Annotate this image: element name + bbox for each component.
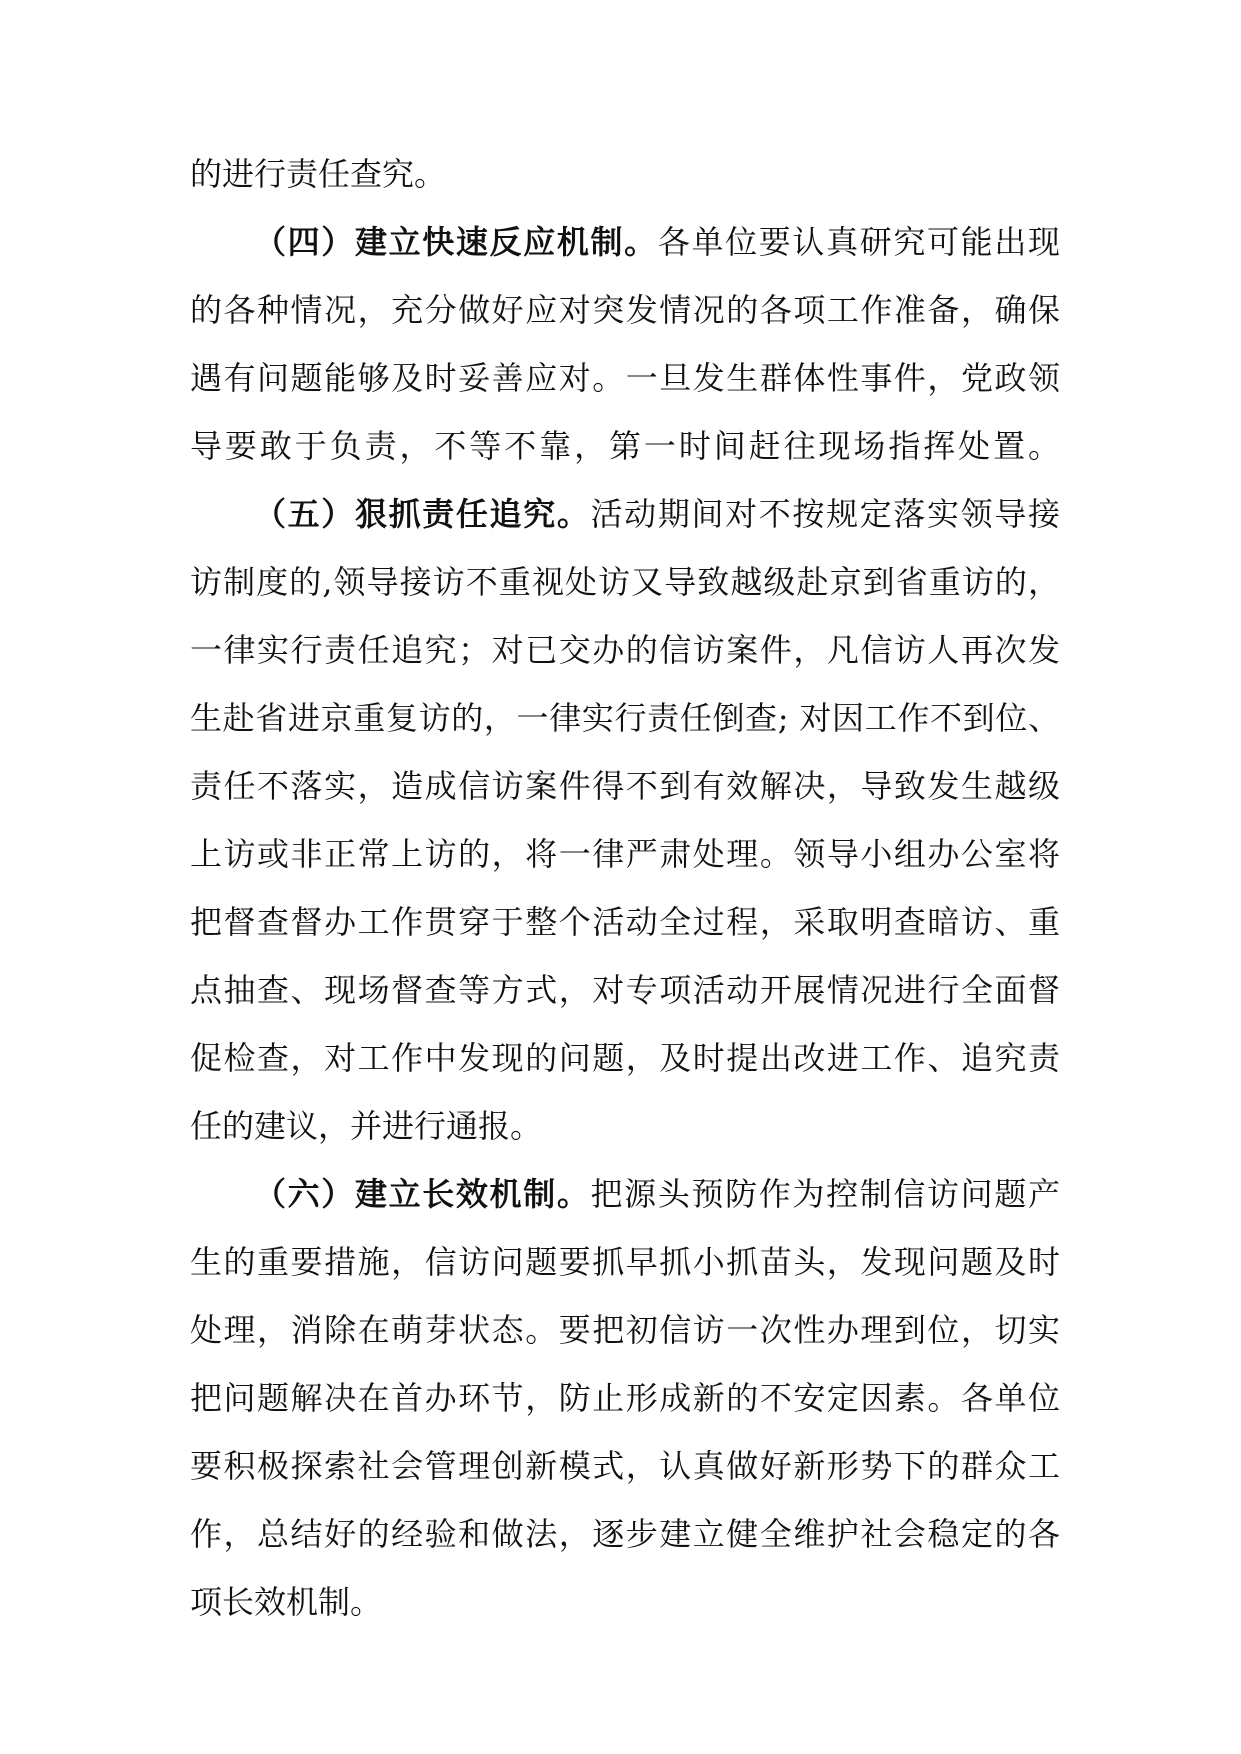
line-text: 把源头预防作为控制信访问题产 bbox=[590, 1175, 1060, 1213]
line-text: 导要敢于负责，不等不靠，第一时间赶往现场指挥处置。 bbox=[190, 427, 1060, 465]
text-line bbox=[190, 1228, 1060, 1296]
section-heading: （六）建立长效机制。 bbox=[254, 1175, 591, 1213]
line-text: 活动期间对不按规定落实领导接 bbox=[590, 495, 1060, 533]
line-text: 处理，消除在萌芽状态。要把初信访一次性办理到位，切实 bbox=[190, 1311, 1060, 1349]
line-text: 各单位要认真研究可能出现 bbox=[657, 223, 1060, 261]
text-line bbox=[190, 1568, 1060, 1636]
text-line bbox=[190, 1024, 1060, 1092]
text-line bbox=[190, 956, 1060, 1024]
text-line bbox=[190, 1500, 1060, 1568]
line-text: 项长效机制。 bbox=[190, 1583, 383, 1621]
text-line bbox=[190, 1092, 1060, 1160]
section-heading-line bbox=[190, 480, 1060, 548]
line-text: 点抽查、现场督查等方式，对专项活动开展情况进行全面督 bbox=[190, 971, 1060, 1009]
line-text: 要积极探索社会管理创新模式，认真做好新形势下的群众工 bbox=[190, 1447, 1060, 1485]
line-text: 把问题解决在首办环节，防止形成新的不安定因素。各单位 bbox=[190, 1379, 1060, 1417]
text-line bbox=[190, 344, 1060, 412]
section-heading-line bbox=[190, 1160, 1060, 1228]
text-line bbox=[190, 140, 1060, 208]
document-page bbox=[190, 140, 1060, 1636]
line-text: 一律实行责任追究；对已交办的信访案件，凡信访人再次发 bbox=[190, 631, 1060, 669]
line-text: 促检查，对工作中发现的问题，及时提出改进工作、追究责 bbox=[190, 1039, 1060, 1077]
line-text: 上访或非正常上访的，将一律严肃处理。领导小组办公室将 bbox=[190, 835, 1060, 873]
text-line bbox=[190, 752, 1060, 820]
text-line bbox=[190, 1432, 1060, 1500]
text-line bbox=[190, 1296, 1060, 1364]
text-line bbox=[190, 276, 1060, 344]
line-text: 生赴省进京重复访的，一律实行责任倒查; 对因工作不到位、 bbox=[190, 699, 1060, 737]
text-line bbox=[190, 616, 1060, 684]
line-text: 的进行责任查究。 bbox=[190, 155, 447, 193]
line-text: 责任不落实，造成信访案件得不到有效解决，导致发生越级 bbox=[190, 767, 1060, 805]
section-heading: （五）狠抓责任追究。 bbox=[254, 495, 591, 533]
text-line bbox=[190, 548, 1060, 616]
text-line bbox=[190, 412, 1060, 480]
line-text: 任的建议，并进行通报。 bbox=[190, 1107, 543, 1145]
line-text: 遇有问题能够及时妥善应对。一旦发生群体性事件，党政领 bbox=[190, 359, 1060, 397]
text-line bbox=[190, 888, 1060, 956]
line-text: 把督查督办工作贯穿于整个活动全过程，采取明查暗访、重 bbox=[190, 903, 1060, 941]
line-text: 生的重要措施，信访问题要抓早抓小抓苗头，发现问题及时 bbox=[190, 1243, 1060, 1281]
section-heading: （四）建立快速反应机制。 bbox=[254, 223, 658, 261]
line-text: 作，总结好的经验和做法，逐步建立健全维护社会稳定的各 bbox=[190, 1515, 1060, 1553]
line-text: 的各种情况，充分做好应对突发情况的各项工作准备，确保 bbox=[190, 291, 1060, 329]
text-line bbox=[190, 820, 1060, 888]
section-heading-line bbox=[190, 208, 1060, 276]
text-line bbox=[190, 1364, 1060, 1432]
line-text: 访制度的,领导接访不重视处访又导致越级赴京到省重访的， bbox=[190, 563, 1060, 601]
text-line bbox=[190, 684, 1060, 752]
